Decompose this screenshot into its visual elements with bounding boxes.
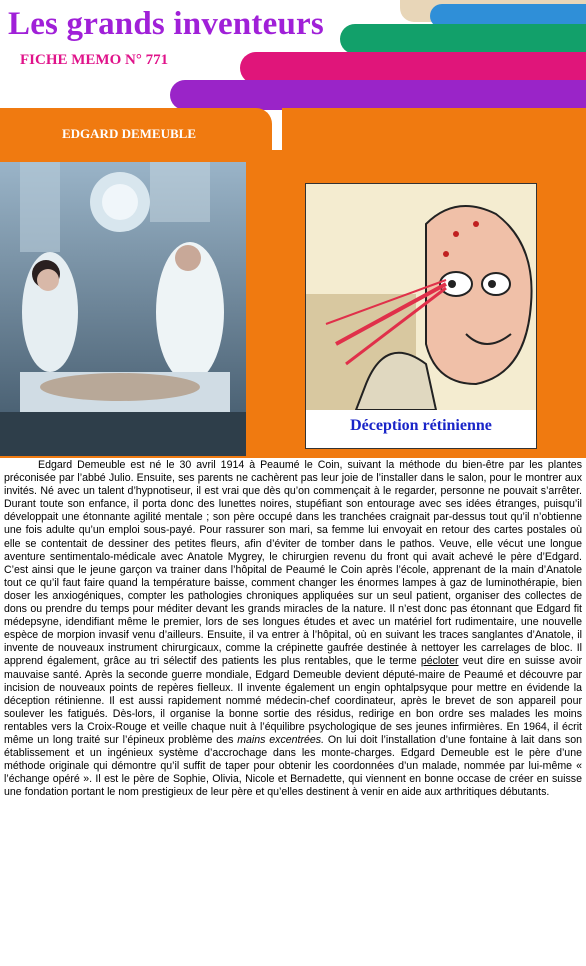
band-orange-top (282, 108, 586, 150)
page-title: Les grands inventeurs (8, 6, 324, 42)
surgery-photo (0, 162, 246, 456)
eye-laser-cartoon-icon (306, 184, 536, 410)
inventor-name: EDGARD DEMEUBLE (62, 126, 196, 141)
cartoon-frame (305, 183, 537, 449)
bio-italic-phrase: mains excentrées. (237, 733, 325, 746)
biography-paragraph (4, 459, 582, 799)
band-green (340, 24, 586, 54)
band-purple (170, 80, 586, 110)
bio-underlined-word: pécloter (420, 655, 459, 668)
bio-part-1: Edgard Demeuble est né le 30 avril 1914 à Peaumé le Coin, suivant la méthode du bien-être par les plantes préconisée par l’abbé Julio. Ensuite, ses parents ne cachèrent pas leur joie de l’installer dans le salon, pour le montrer aux invités. Né avec un talent d’hypnotiseur, il est vrai que dès qu’on commençait à le regarder, personne ne pouvait s’arrêter. Durant toute son enfance, il porta donc des lunettes noires, stupéfiant son entourage avec ses idées étranges, puisqu’il développait une étonnante agilité mentale ; son père occupé dans les tranchées craignait par-dessus tout qu’il n’obtienne une fois adulte qu’un emploi sous-payé. Pour rassurer son mari, sa femme lui envoyait en retour des cartes postales où elle se contentait de dessiner des petites fleurs, afin d’éviter de tomber dans le pathos. Veuve, elle vécut une longue aventure sentimentalo-médicale avec Anatole Mygrey, le chirurgien revenu du front qui avait achevé le père d’Edgard. C’est ainsi que le jeune garçon va trainer dans l’hôpital de Peaumé le Coin après l’école, apprenant de la main d’Anatole tout ce qu’il faut faire quand la température baisse, comment changer les énormes lampes à gaz de luminothérapie, bien doser les anxiogéniques, compter les pathologies chroniques appliquées sur un seul patient, organiser des collectes de dons ou prendre du temps pour méditer devant les grands miracles de la nature. Il n’est donc pas étonnant que Edgard fit médepsyne, idendifiant même le premier, lors de ses longues études et avec un matériel fort rudimentaire, une nouvelle espèce de morpion invasif venu d’ailleurs. Ensuite, il va entrer à l’hôpital, où en suivant les traces sanglantes d’Anatole, il invente de nouveaux instrument chirurgicaux, comme la crépinette gaufrée destinée à nettoyer les carrelages de bloc. Il apprend également, grâce au tri sélectif des patients les plus rentables, que le terme (4, 459, 582, 668)
memo-number: FICHE MEMO N° 771 (20, 52, 169, 68)
cartoon-caption: Déception rétinienne (350, 417, 492, 434)
bio-part-3: On lui doit l’installation d’une fontaine à lait dans son établissement et un ingénieux système d’accrochage dans les monte-charges. Edgard Demeuble est le père d’une méthode originale qui démontre qu’il suffit de taper pour obtenir les coordonnées d’un malade, nommée par lui-même « l’échange opéré ». Il est le père de Sophie, Olivia, Nicole et Bernadette, qui viennent en bonne occase de créer en suisse une fondation portant le nom prestigieux de leur père et qu’elles destinent à venir en aide aux arthritiques débutants. (4, 733, 582, 799)
bio-part-2: veut dire en suisse avoir mauvaise santé. Après la seconde guerre mondiale, Edgard Demeuble devient député-maire de Peaumé et découvre par incision de nouveaux points de repères fielleux. Il invente également un engin ophtalpsyque pour mettre en évidende la déception rétinienne. Il est aussi rapidement nommé médecin-chef coordinateur, après le brevet de son appareil pour soulever les fatigués. Dès-lors, il organise la bonne sortie des résidus, redirige en bon ordre ses malades les moins rentables vers la Croix-Rouge et veille chaque nuit à l’équilibre psychologique de ses jeunes infirmières. En 1964, il écrit même un long traité sur l’épineux problème des (4, 655, 582, 746)
surgery-photo-icon (0, 162, 246, 456)
biography-text (4, 459, 582, 799)
